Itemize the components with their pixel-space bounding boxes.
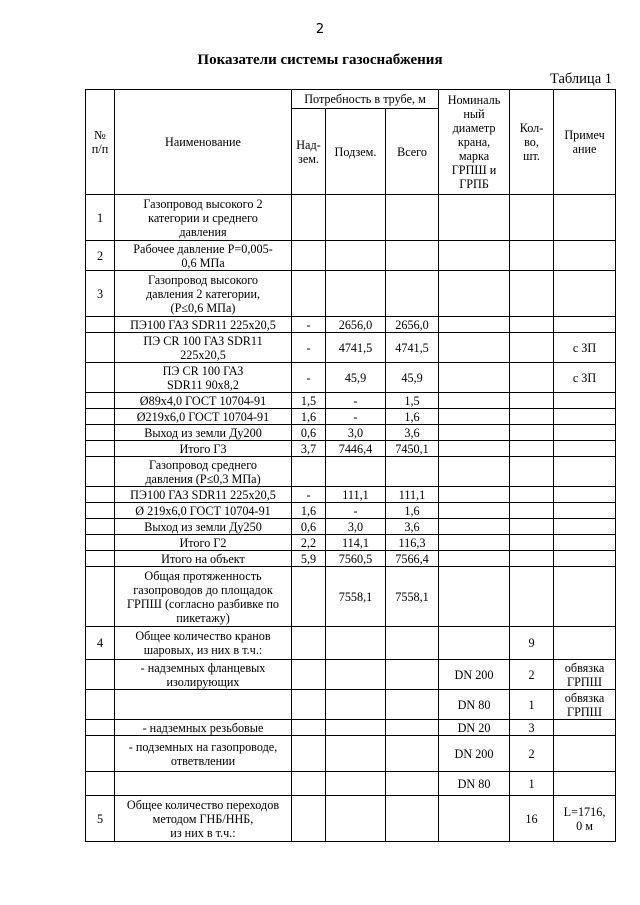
cell-under — [326, 627, 386, 660]
table-row — [86, 690, 616, 720]
header-num: № п/п — [86, 90, 115, 195]
cell-name — [115, 772, 292, 796]
cell-count: 2 — [510, 736, 554, 772]
table-row — [86, 241, 616, 271]
table-row — [86, 333, 616, 363]
header-name: Наименование — [115, 90, 292, 195]
cell-num — [86, 409, 115, 425]
cell-note: обвязка ГРПШ — [554, 690, 616, 720]
cell-diameter — [439, 441, 510, 457]
table-row — [86, 660, 616, 690]
cell-diameter — [439, 519, 510, 535]
cell-diameter: DN 20 — [439, 720, 510, 736]
cell-above: - — [292, 317, 326, 333]
cell-name: Итого Г3 — [115, 441, 292, 457]
cell-total: 116,3 — [386, 535, 439, 551]
table-row — [86, 519, 616, 535]
cell-num — [86, 519, 115, 535]
cell-total — [386, 271, 439, 317]
cell-under: 7560,5 — [326, 551, 386, 567]
cell-total: 1,5 — [386, 393, 439, 409]
cell-num — [86, 487, 115, 503]
cell-count — [510, 535, 554, 551]
cell-diameter: DN 80 — [439, 772, 510, 796]
table-row — [86, 503, 616, 519]
cell-diameter — [439, 333, 510, 363]
table-row — [86, 720, 616, 736]
cell-note — [554, 627, 616, 660]
table-row — [86, 271, 616, 317]
cell-name: Общая протяженность газопроводов до площадок ГРПШ (согласно разбивке по пикетажу) — [115, 567, 292, 627]
cell-under: 111,1 — [326, 487, 386, 503]
cell-under — [326, 660, 386, 690]
cell-count — [510, 195, 554, 241]
cell-total: 1,6 — [386, 503, 439, 519]
cell-above: - — [292, 363, 326, 393]
cell-note: обвязка ГРПШ — [554, 660, 616, 690]
table-row — [86, 441, 616, 457]
cell-count: 2 — [510, 660, 554, 690]
header-note: Примеч ание — [554, 90, 616, 195]
cell-num — [86, 441, 115, 457]
cell-count: 1 — [510, 690, 554, 720]
cell-count: 1 — [510, 772, 554, 796]
cell-note: с ЗП — [554, 333, 616, 363]
cell-under — [326, 772, 386, 796]
page-number: 2 — [315, 22, 325, 37]
cell-diameter — [439, 551, 510, 567]
cell-diameter — [439, 457, 510, 487]
cell-diameter — [439, 409, 510, 425]
cell-total: 45,9 — [386, 363, 439, 393]
cell-name: - надземных резьбовые — [115, 720, 292, 736]
gas-supply-table — [85, 89, 616, 842]
cell-num — [86, 535, 115, 551]
cell-num: 2 — [86, 241, 115, 271]
cell-note — [554, 503, 616, 519]
cell-total: 1,6 — [386, 409, 439, 425]
cell-note — [554, 567, 616, 627]
table-row — [86, 317, 616, 333]
cell-num — [86, 393, 115, 409]
cell-above — [292, 660, 326, 690]
cell-name: ПЭ100 ГАЗ SDR11 225х20,5 — [115, 487, 292, 503]
cell-note — [554, 241, 616, 271]
cell-above — [292, 195, 326, 241]
cell-under — [326, 241, 386, 271]
cell-note — [554, 393, 616, 409]
cell-num — [86, 772, 115, 796]
cell-num — [86, 333, 115, 363]
cell-total: 4741,5 — [386, 333, 439, 363]
cell-total: 7558,1 — [386, 567, 439, 627]
cell-count — [510, 317, 554, 333]
cell-diameter — [439, 535, 510, 551]
cell-name: ПЭ CR 100 ГАЗ SDR11 225х20,5 — [115, 333, 292, 363]
cell-note — [554, 195, 616, 241]
table-row — [86, 393, 616, 409]
cell-name: - надземных фланцевых изолирующих — [115, 660, 292, 690]
cell-total — [386, 796, 439, 842]
cell-under: 4741,5 — [326, 333, 386, 363]
cell-note — [554, 271, 616, 317]
cell-num: 1 — [86, 195, 115, 241]
cell-name: Общее количество переходов методом ГНБ/ННБ, из них в т.ч.: — [115, 796, 292, 842]
cell-under — [326, 195, 386, 241]
cell-total — [386, 195, 439, 241]
cell-name: Выход из земли Ду250 — [115, 519, 292, 535]
cell-total — [386, 241, 439, 271]
cell-name: Рабочее давление Р=0,005- 0,6 МПа — [115, 241, 292, 271]
table-row — [86, 363, 616, 393]
cell-name: - подземных на газопроводе, ответвлении — [115, 736, 292, 772]
cell-count — [510, 551, 554, 567]
cell-num — [86, 567, 115, 627]
cell-note — [554, 772, 616, 796]
cell-above: - — [292, 333, 326, 363]
cell-note: L=1716, 0 м — [554, 796, 616, 842]
cell-name — [115, 690, 292, 720]
cell-above: 5,9 — [292, 551, 326, 567]
cell-name: ПЭ100 ГАЗ SDR11 225х20,5 — [115, 317, 292, 333]
cell-above: 0,6 — [292, 519, 326, 535]
cell-name: Ø 219х6,0 ГОСТ 10704-91 — [115, 503, 292, 519]
cell-above — [292, 772, 326, 796]
cell-note — [554, 317, 616, 333]
cell-note — [554, 535, 616, 551]
cell-note — [554, 551, 616, 567]
cell-count — [510, 333, 554, 363]
cell-note — [554, 487, 616, 503]
cell-total: 3,6 — [386, 519, 439, 535]
cell-name: Газопровод высокого 2 категории и среднего давления — [115, 195, 292, 241]
cell-under: 2656,0 — [326, 317, 386, 333]
cell-total — [386, 736, 439, 772]
cell-count — [510, 457, 554, 487]
cell-above: 1,5 — [292, 393, 326, 409]
cell-total: 7450,1 — [386, 441, 439, 457]
cell-total: 7566,4 — [386, 551, 439, 567]
cell-name: Выход из земли Ду200 — [115, 425, 292, 441]
cell-num — [86, 457, 115, 487]
cell-count — [510, 363, 554, 393]
cell-total: 2656,0 — [386, 317, 439, 333]
cell-under — [326, 796, 386, 842]
table-row — [86, 487, 616, 503]
cell-diameter — [439, 627, 510, 660]
cell-name: Ø219х6,0 ГОСТ 10704-91 — [115, 409, 292, 425]
table-row — [86, 551, 616, 567]
cell-under: 7446,4 — [326, 441, 386, 457]
cell-diameter — [439, 317, 510, 333]
cell-note: с ЗП — [554, 363, 616, 393]
table-label: Таблица 1 — [549, 71, 612, 87]
cell-diameter — [439, 195, 510, 241]
cell-under — [326, 457, 386, 487]
cell-num — [86, 720, 115, 736]
cell-count — [510, 409, 554, 425]
cell-above — [292, 627, 326, 660]
cell-count: 16 — [510, 796, 554, 842]
cell-above — [292, 271, 326, 317]
table-row — [86, 457, 616, 487]
cell-name: Общее количество кранов шаровых, из них в т.ч.: — [115, 627, 292, 660]
header-under: Подзем. — [326, 109, 386, 195]
cell-under: - — [326, 393, 386, 409]
cell-above: 3,7 — [292, 441, 326, 457]
cell-above — [292, 457, 326, 487]
cell-under: - — [326, 503, 386, 519]
cell-count: 3 — [510, 720, 554, 736]
cell-note — [554, 519, 616, 535]
cell-note — [554, 409, 616, 425]
cell-diameter — [439, 567, 510, 627]
cell-name: ПЭ CR 100 ГАЗ SDR11 90х8,2 — [115, 363, 292, 393]
page-title: Показатели системы газоснабжения — [197, 52, 443, 68]
cell-note — [554, 720, 616, 736]
table-row — [86, 567, 616, 627]
table-row — [86, 409, 616, 425]
cell-above: 2,2 — [292, 535, 326, 551]
table-row — [86, 736, 616, 772]
cell-above — [292, 567, 326, 627]
cell-above: 1,6 — [292, 503, 326, 519]
cell-above: 1,6 — [292, 409, 326, 425]
cell-diameter — [439, 271, 510, 317]
cell-diameter — [439, 241, 510, 271]
table-body — [86, 195, 616, 842]
cell-diameter — [439, 425, 510, 441]
cell-under — [326, 690, 386, 720]
header-count: Кол- во, шт. — [510, 90, 554, 195]
cell-diameter — [439, 393, 510, 409]
cell-under: - — [326, 409, 386, 425]
cell-total — [386, 690, 439, 720]
cell-under — [326, 271, 386, 317]
cell-above — [292, 690, 326, 720]
cell-above: - — [292, 487, 326, 503]
cell-num — [86, 503, 115, 519]
cell-count — [510, 425, 554, 441]
table-row — [86, 425, 616, 441]
cell-under: 3,0 — [326, 519, 386, 535]
cell-total — [386, 772, 439, 796]
cell-under: 114,1 — [326, 535, 386, 551]
cell-total — [386, 660, 439, 690]
cell-num — [86, 425, 115, 441]
cell-note — [554, 457, 616, 487]
cell-under — [326, 720, 386, 736]
cell-under: 3,0 — [326, 425, 386, 441]
cell-count — [510, 271, 554, 317]
cell-count — [510, 519, 554, 535]
cell-total — [386, 627, 439, 660]
cell-note — [554, 441, 616, 457]
cell-name: Итого на объект — [115, 551, 292, 567]
header-above: Над- зем. — [292, 109, 326, 195]
cell-num — [86, 690, 115, 720]
header-diameter: Номиналь ный диаметр крана, марка ГРПШ и ГРПБ — [439, 90, 510, 195]
cell-above — [292, 720, 326, 736]
table-row — [86, 195, 616, 241]
header-total: Всего — [386, 109, 439, 195]
cell-above — [292, 796, 326, 842]
cell-name: Итого Г2 — [115, 535, 292, 551]
cell-count: 9 — [510, 627, 554, 660]
cell-above: 0,6 — [292, 425, 326, 441]
cell-total: 111,1 — [386, 487, 439, 503]
cell-total: 3,6 — [386, 425, 439, 441]
header-demand: Потребность в трубе, м — [292, 90, 439, 109]
cell-count — [510, 567, 554, 627]
cell-diameter — [439, 796, 510, 842]
cell-count — [510, 441, 554, 457]
cell-num — [86, 363, 115, 393]
cell-total — [386, 457, 439, 487]
cell-diameter — [439, 487, 510, 503]
cell-count — [510, 393, 554, 409]
table-row — [86, 535, 616, 551]
cell-diameter — [439, 363, 510, 393]
table-row — [86, 627, 616, 660]
table-row — [86, 796, 616, 842]
cell-diameter: DN 200 — [439, 736, 510, 772]
cell-name: Газопровод высокого давления 2 категории, (Р≤0,6 МПа) — [115, 271, 292, 317]
cell-count — [510, 503, 554, 519]
cell-under: 7558,1 — [326, 567, 386, 627]
cell-num — [86, 736, 115, 772]
cell-num — [86, 551, 115, 567]
cell-count — [510, 487, 554, 503]
cell-under — [326, 736, 386, 772]
cell-name: Газопровод среднего давления (Р≤0,3 МПа) — [115, 457, 292, 487]
cell-num: 4 — [86, 627, 115, 660]
cell-num — [86, 660, 115, 690]
cell-diameter: DN 80 — [439, 690, 510, 720]
cell-diameter — [439, 503, 510, 519]
cell-num — [86, 317, 115, 333]
cell-above — [292, 736, 326, 772]
cell-note — [554, 736, 616, 772]
cell-num: 3 — [86, 271, 115, 317]
cell-under: 45,9 — [326, 363, 386, 393]
cell-count — [510, 241, 554, 271]
cell-name: Ø89х4,0 ГОСТ 10704-91 — [115, 393, 292, 409]
cell-total — [386, 720, 439, 736]
cell-num: 5 — [86, 796, 115, 842]
cell-note — [554, 425, 616, 441]
table-row — [86, 772, 616, 796]
cell-above — [292, 241, 326, 271]
cell-diameter: DN 200 — [439, 660, 510, 690]
